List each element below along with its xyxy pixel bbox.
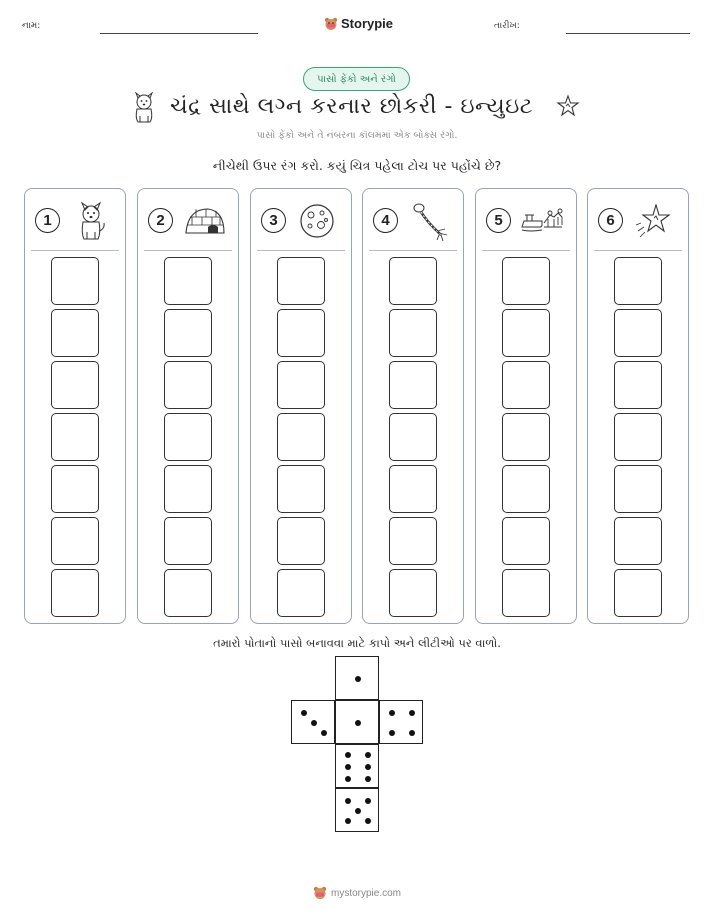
bear-logo-icon <box>324 17 338 31</box>
color-box[interactable] <box>614 413 662 461</box>
die-face-3 <box>291 700 335 744</box>
column-6 <box>587 188 689 624</box>
igloo-icon <box>182 201 226 241</box>
color-box[interactable] <box>277 517 325 565</box>
color-box[interactable] <box>502 465 550 513</box>
color-box[interactable] <box>164 465 212 513</box>
die-pip <box>365 764 371 770</box>
color-box[interactable] <box>164 309 212 357</box>
color-box[interactable] <box>51 309 99 357</box>
die-pip <box>345 818 351 824</box>
die-pip <box>345 764 351 770</box>
die-face-5 <box>335 788 379 832</box>
die-pip <box>365 798 371 804</box>
color-box[interactable] <box>51 569 99 617</box>
column-4 <box>362 188 464 624</box>
color-box[interactable] <box>389 309 437 357</box>
logo-text: Storypie <box>341 16 394 31</box>
color-box[interactable] <box>389 413 437 461</box>
column-2 <box>137 188 239 624</box>
color-box[interactable] <box>51 465 99 513</box>
color-box[interactable] <box>614 361 662 409</box>
die-face-6 <box>335 744 379 788</box>
name-label: નામ: <box>22 21 41 31</box>
die-pip <box>321 730 327 736</box>
column-number: 2 <box>148 208 173 233</box>
color-box[interactable] <box>51 413 99 461</box>
dog-icon <box>69 201 113 241</box>
footer <box>0 886 714 900</box>
activity-pill: પાસો ફેંકો અને રંગો <box>303 67 410 91</box>
column-header <box>138 189 238 249</box>
column-number: 4 <box>373 208 398 233</box>
column-number: 3 <box>261 208 286 233</box>
name-line <box>100 33 258 34</box>
color-box[interactable] <box>502 517 550 565</box>
color-box[interactable] <box>502 309 550 357</box>
color-box[interactable] <box>502 361 550 409</box>
color-box[interactable] <box>389 257 437 305</box>
column-5 <box>475 188 577 624</box>
color-box[interactable] <box>502 569 550 617</box>
star-title-icon <box>556 94 580 118</box>
column-number: 5 <box>486 208 511 233</box>
color-box[interactable] <box>164 361 212 409</box>
column-divider <box>144 250 232 251</box>
die-pip <box>301 710 307 716</box>
color-box[interactable] <box>277 413 325 461</box>
die-pip <box>365 818 371 824</box>
column-header <box>476 189 576 249</box>
color-box[interactable] <box>614 517 662 565</box>
color-box[interactable] <box>277 309 325 357</box>
color-box[interactable] <box>614 257 662 305</box>
die-pip <box>345 752 351 758</box>
bear-footer-icon <box>313 886 327 900</box>
date-line <box>566 33 690 34</box>
date-label: તારીખ: <box>494 21 520 31</box>
storypie-logo <box>324 16 393 31</box>
die-pip <box>345 776 351 782</box>
header <box>0 16 714 40</box>
color-box[interactable] <box>164 569 212 617</box>
star-icon <box>632 201 676 241</box>
column-1 <box>24 188 126 624</box>
die-pip <box>389 710 395 716</box>
color-box[interactable] <box>51 517 99 565</box>
color-box[interactable] <box>164 517 212 565</box>
die-pip <box>365 776 371 782</box>
color-box[interactable] <box>51 361 99 409</box>
column-divider <box>594 250 682 251</box>
sled-icon <box>520 201 564 241</box>
column-header <box>588 189 688 249</box>
column-divider <box>482 250 570 251</box>
color-box[interactable] <box>502 257 550 305</box>
subtitle: પાસો ફેંકો અને તે નંબરના કૉલમમાં એક બોક્સ રંગો. <box>256 130 458 141</box>
die-pip <box>389 730 395 736</box>
color-box[interactable] <box>614 309 662 357</box>
color-box[interactable] <box>164 257 212 305</box>
die-face-4 <box>379 700 423 744</box>
color-box[interactable] <box>389 569 437 617</box>
color-box[interactable] <box>277 361 325 409</box>
die-face-1 <box>335 700 379 744</box>
die-pip <box>355 676 361 682</box>
die-pip <box>409 730 415 736</box>
color-box[interactable] <box>614 569 662 617</box>
cut-instruction: તમારો પોતાનો પાસો બનાવવા માટે કાપો અને લીટીઓ પર વાળો. <box>213 636 501 650</box>
color-box[interactable] <box>277 257 325 305</box>
color-box[interactable] <box>277 569 325 617</box>
die-pip <box>345 798 351 804</box>
footer-url: mystorypie.com <box>330 887 401 899</box>
title-row <box>0 92 714 126</box>
die-pip <box>409 710 415 716</box>
die-pip <box>355 808 361 814</box>
color-box[interactable] <box>389 465 437 513</box>
column-header <box>363 189 463 249</box>
column-divider <box>257 250 345 251</box>
column-number: 6 <box>598 208 623 233</box>
page-title: ચંદ્ર સાથે લગ્ન કરનાર છોકરી - ઇન્યુઇટ <box>170 94 534 119</box>
color-box[interactable] <box>614 465 662 513</box>
color-box[interactable] <box>502 413 550 461</box>
rope-icon <box>407 201 451 241</box>
column-number: 1 <box>35 208 60 233</box>
color-box[interactable] <box>164 413 212 461</box>
moon-icon <box>295 201 339 241</box>
die-pip <box>365 752 371 758</box>
color-box[interactable] <box>389 517 437 565</box>
column-3 <box>250 188 352 624</box>
color-box[interactable] <box>389 361 437 409</box>
die-pip <box>355 720 361 726</box>
color-box[interactable] <box>277 465 325 513</box>
die-pip <box>311 720 317 726</box>
color-box[interactable] <box>51 257 99 305</box>
die-face-1 <box>335 656 379 700</box>
column-header <box>251 189 351 249</box>
dog-title-icon <box>130 92 158 124</box>
instruction: નીચેથી ઉપર રંગ કરો. કયું ચિત્ર પહેલા ટોચ પર પહોંચે છે? <box>212 158 502 173</box>
column-divider <box>369 250 457 251</box>
column-header <box>25 189 125 249</box>
column-divider <box>31 250 119 251</box>
